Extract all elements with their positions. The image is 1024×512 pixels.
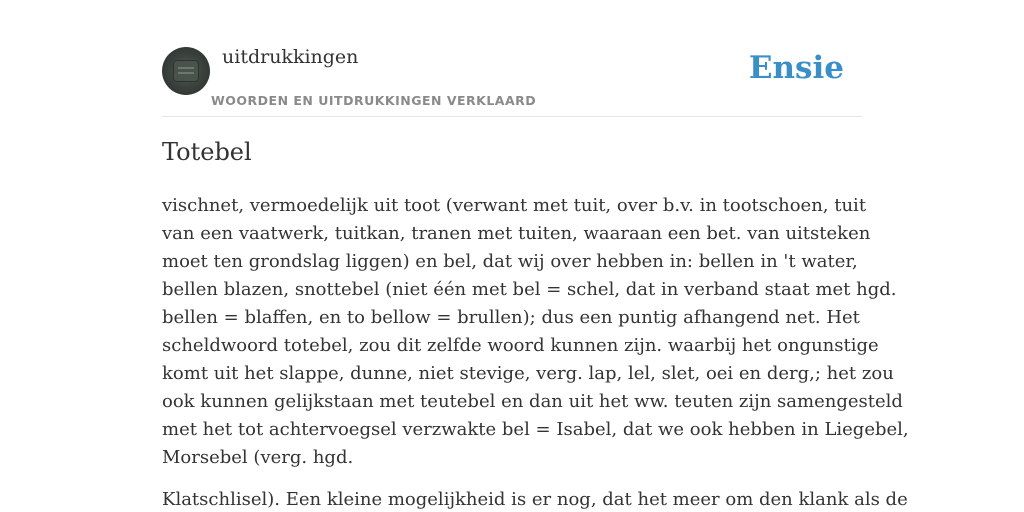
text-line: bellen blazen, snottebel (niet één met bel = schel, dat in verband staat met hgd.: [162, 279, 897, 300]
text-line: moet ten grondslag liggen) en bel, dat wij over hebben in: bellen in 't water,: [162, 251, 858, 272]
paragraph-1: [162, 192, 909, 472]
text-line: scheldwoord totebel, zou dit zelfde woord kunnen zijn. waarbij het ongunstige: [162, 335, 879, 356]
article-title: Totebel: [162, 138, 252, 166]
text-line: Morsebel (verg. hgd.: [162, 447, 354, 468]
text-line: komt uit het slappe, dunne, niet stevige, verg. lap, lel, slet, oei en derg,; het zou: [162, 363, 894, 384]
avatar-image: [173, 60, 199, 82]
text-line: bellen = blaffen, en to bellow = brullen); dus een puntig afhangend net. Het: [162, 307, 860, 328]
site-name-link[interactable]: uitdrukkingen: [222, 46, 359, 68]
text-line: Klatschlisel). Een kleine mogelijkheid is er nog, dat het meer om den klank als de: [162, 489, 908, 510]
paragraph-2: [162, 486, 908, 512]
uitdrukkingen-avatar-icon[interactable]: [162, 47, 210, 95]
site-tagline: WOORDEN EN UITDRUKKINGEN VERKLAARD: [211, 93, 537, 108]
text-line: vischnet, vermoedelijk uit toot (verwant met tuit, over b.v. in tootschoen, tuit: [162, 195, 867, 216]
site-header: [162, 0, 862, 117]
text-line: van een vaatwerk, tuitkan, tranen met tuiten, waaraan een bet. van uitsteken: [162, 223, 871, 244]
ensie-logo[interactable]: Ensie: [748, 50, 844, 86]
text-line: ook kunnen gelijkstaan met teutebel en dan uit het ww. teuten zijn samengesteld: [162, 391, 903, 412]
text-line: met het tot achtervoegsel verzwakte bel = Isabel, dat we ook hebben in Liegebel,: [162, 419, 909, 440]
article-body: [162, 192, 909, 512]
